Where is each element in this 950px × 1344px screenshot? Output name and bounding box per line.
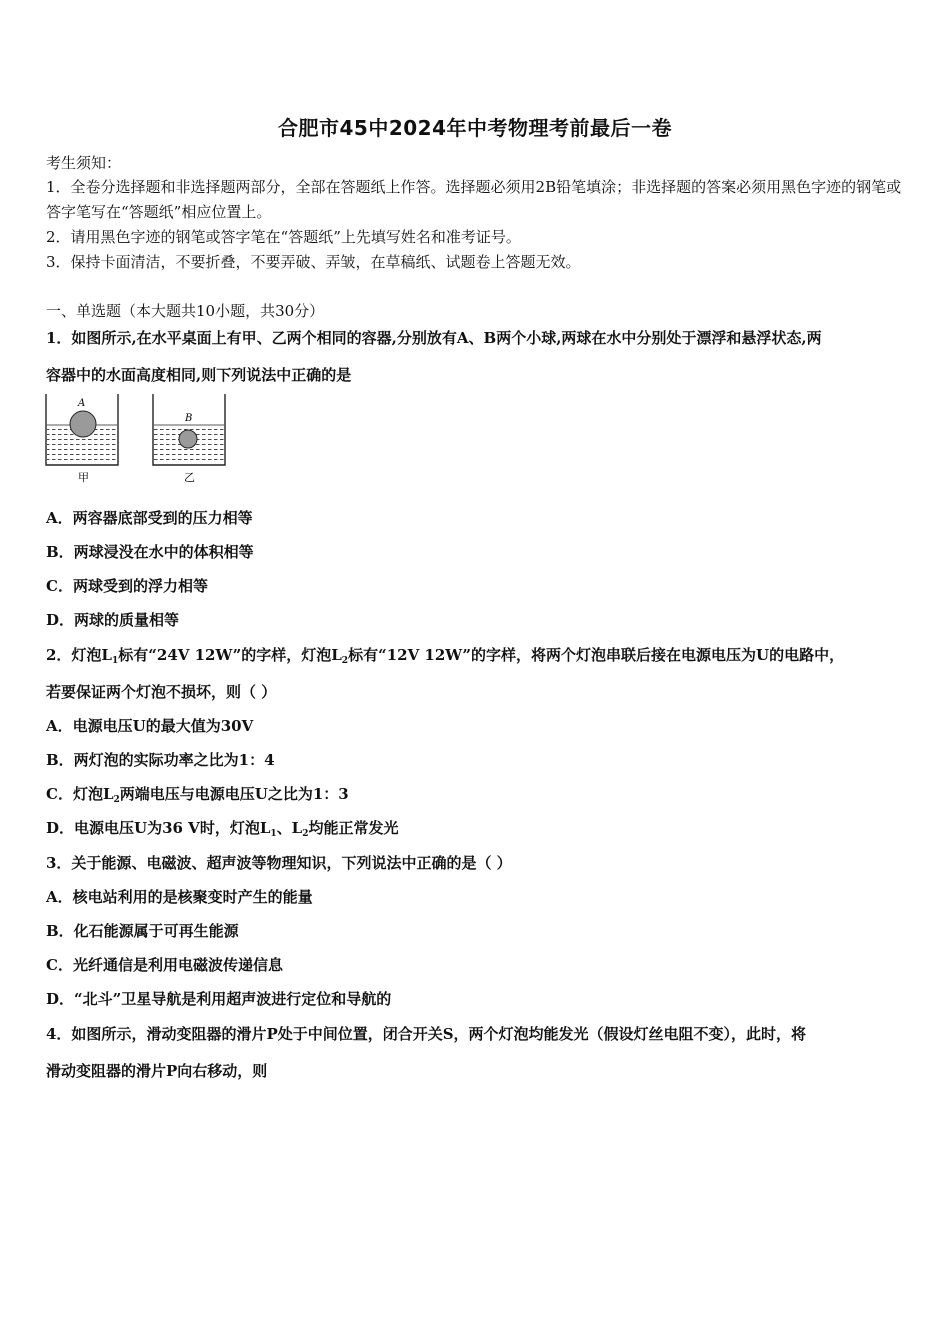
question-4-stem-cont: 滑动变阻器的滑片P向右移动，则 [46, 1062, 268, 1080]
question-1-stem-cont: 容器中的水面高度相同,则下列说法中正确的是 [46, 366, 352, 384]
option-c [46, 783, 349, 805]
option-a: A．电源电压U的最大值为30V [46, 717, 254, 735]
stem-text: 2．灯泡L [46, 646, 112, 664]
stem-text: 标有“24V 12W”的字样，灯泡L [118, 646, 342, 664]
option-text: 两端电压与电源电压U之比为1：3 [119, 785, 349, 803]
left-caption: 甲 [78, 471, 89, 484]
container-right [153, 394, 225, 465]
question-2-stem [46, 644, 844, 666]
option-text: D．电源电压U为36 V时，灯泡L [46, 819, 271, 837]
ball-a-label: A [78, 398, 86, 409]
page-title: 合肥市45中2024年中考物理考前最后一卷 [278, 116, 672, 140]
question-1-stem: 1．如图所示,在水平桌面上有甲、乙两个相同的容器,分别放有A、B两个小球,两球在水中分别处于漂浮和悬浮状态,两 [46, 329, 822, 347]
option-a: A．核电站利用的是核聚变时产生的能量 [46, 888, 313, 906]
ball-b [179, 430, 197, 448]
option-b: B．化石能源属于可再生能源 [46, 922, 239, 940]
subscript: 1 [270, 829, 277, 839]
option-d: D．两球的质量相等 [46, 611, 180, 629]
option-text: 均能正常发光 [308, 819, 399, 837]
option-b: B．两灯泡的实际功率之比为1：4 [46, 751, 275, 769]
option-a: A．两容器底部受到的压力相等 [46, 509, 253, 527]
option-text: C．灯泡L [46, 785, 114, 803]
option-d: D．“北斗”卫星导航是利用超声波进行定位和导航的 [46, 990, 392, 1008]
notice-heading: 考生须知： [46, 154, 122, 172]
option-c: C．两球受到的浮力相等 [46, 577, 208, 595]
option-text: 、L [276, 819, 303, 837]
containers-figure [40, 392, 240, 492]
question-3-stem: 3．关于能源、电磁波、超声波等物理知识，下列说法中正确的是（ ） [46, 854, 512, 872]
option-c: C．光纤通信是利用电磁波传递信息 [46, 956, 283, 974]
subscript: 2 [302, 829, 309, 839]
option-d [46, 817, 398, 839]
subscript: 2 [341, 656, 349, 666]
ball-b-label: B [185, 413, 193, 424]
ball-a [70, 411, 96, 437]
question-4-stem: 4．如图所示，滑动变阻器的滑片P处于中间位置，闭合开关S，两个灯泡均能发光（假设灯丝电阻不变），此时，将 [46, 1025, 807, 1043]
subscript: 2 [113, 795, 120, 805]
right-caption: 乙 [184, 471, 195, 484]
option-b: B．两球浸没在水中的体积相等 [46, 543, 254, 561]
notice-item: 2．请用黑色字迹的钢笔或答字笔在“答题纸”上先填写姓名和准考证号。 [46, 228, 521, 246]
stem-text: 标有“12V 12W”的字样，将两个灯泡串联后接在电源电压为U的电路中， [348, 646, 845, 664]
section-heading: 一、单选题（本大题共10小题，共30分） [46, 302, 325, 320]
question-2-stem-cont: 若要保证两个灯泡不损坏，则（ ） [46, 683, 277, 701]
notice-item: 1．全卷分选择题和非选择题两部分，全部在答题纸上作答。选择题必须用2B铅笔填涂；非选择题的答案必须用黑色字迹的钢笔或答字笔写在“答题纸”相应位置上。 [46, 178, 902, 221]
subscript: 1 [111, 656, 119, 666]
notice-item: 3．保持卡面清洁，不要折叠，不要弄破、弄皱，在草稿纸、试题卷上答题无效。 [46, 253, 581, 271]
